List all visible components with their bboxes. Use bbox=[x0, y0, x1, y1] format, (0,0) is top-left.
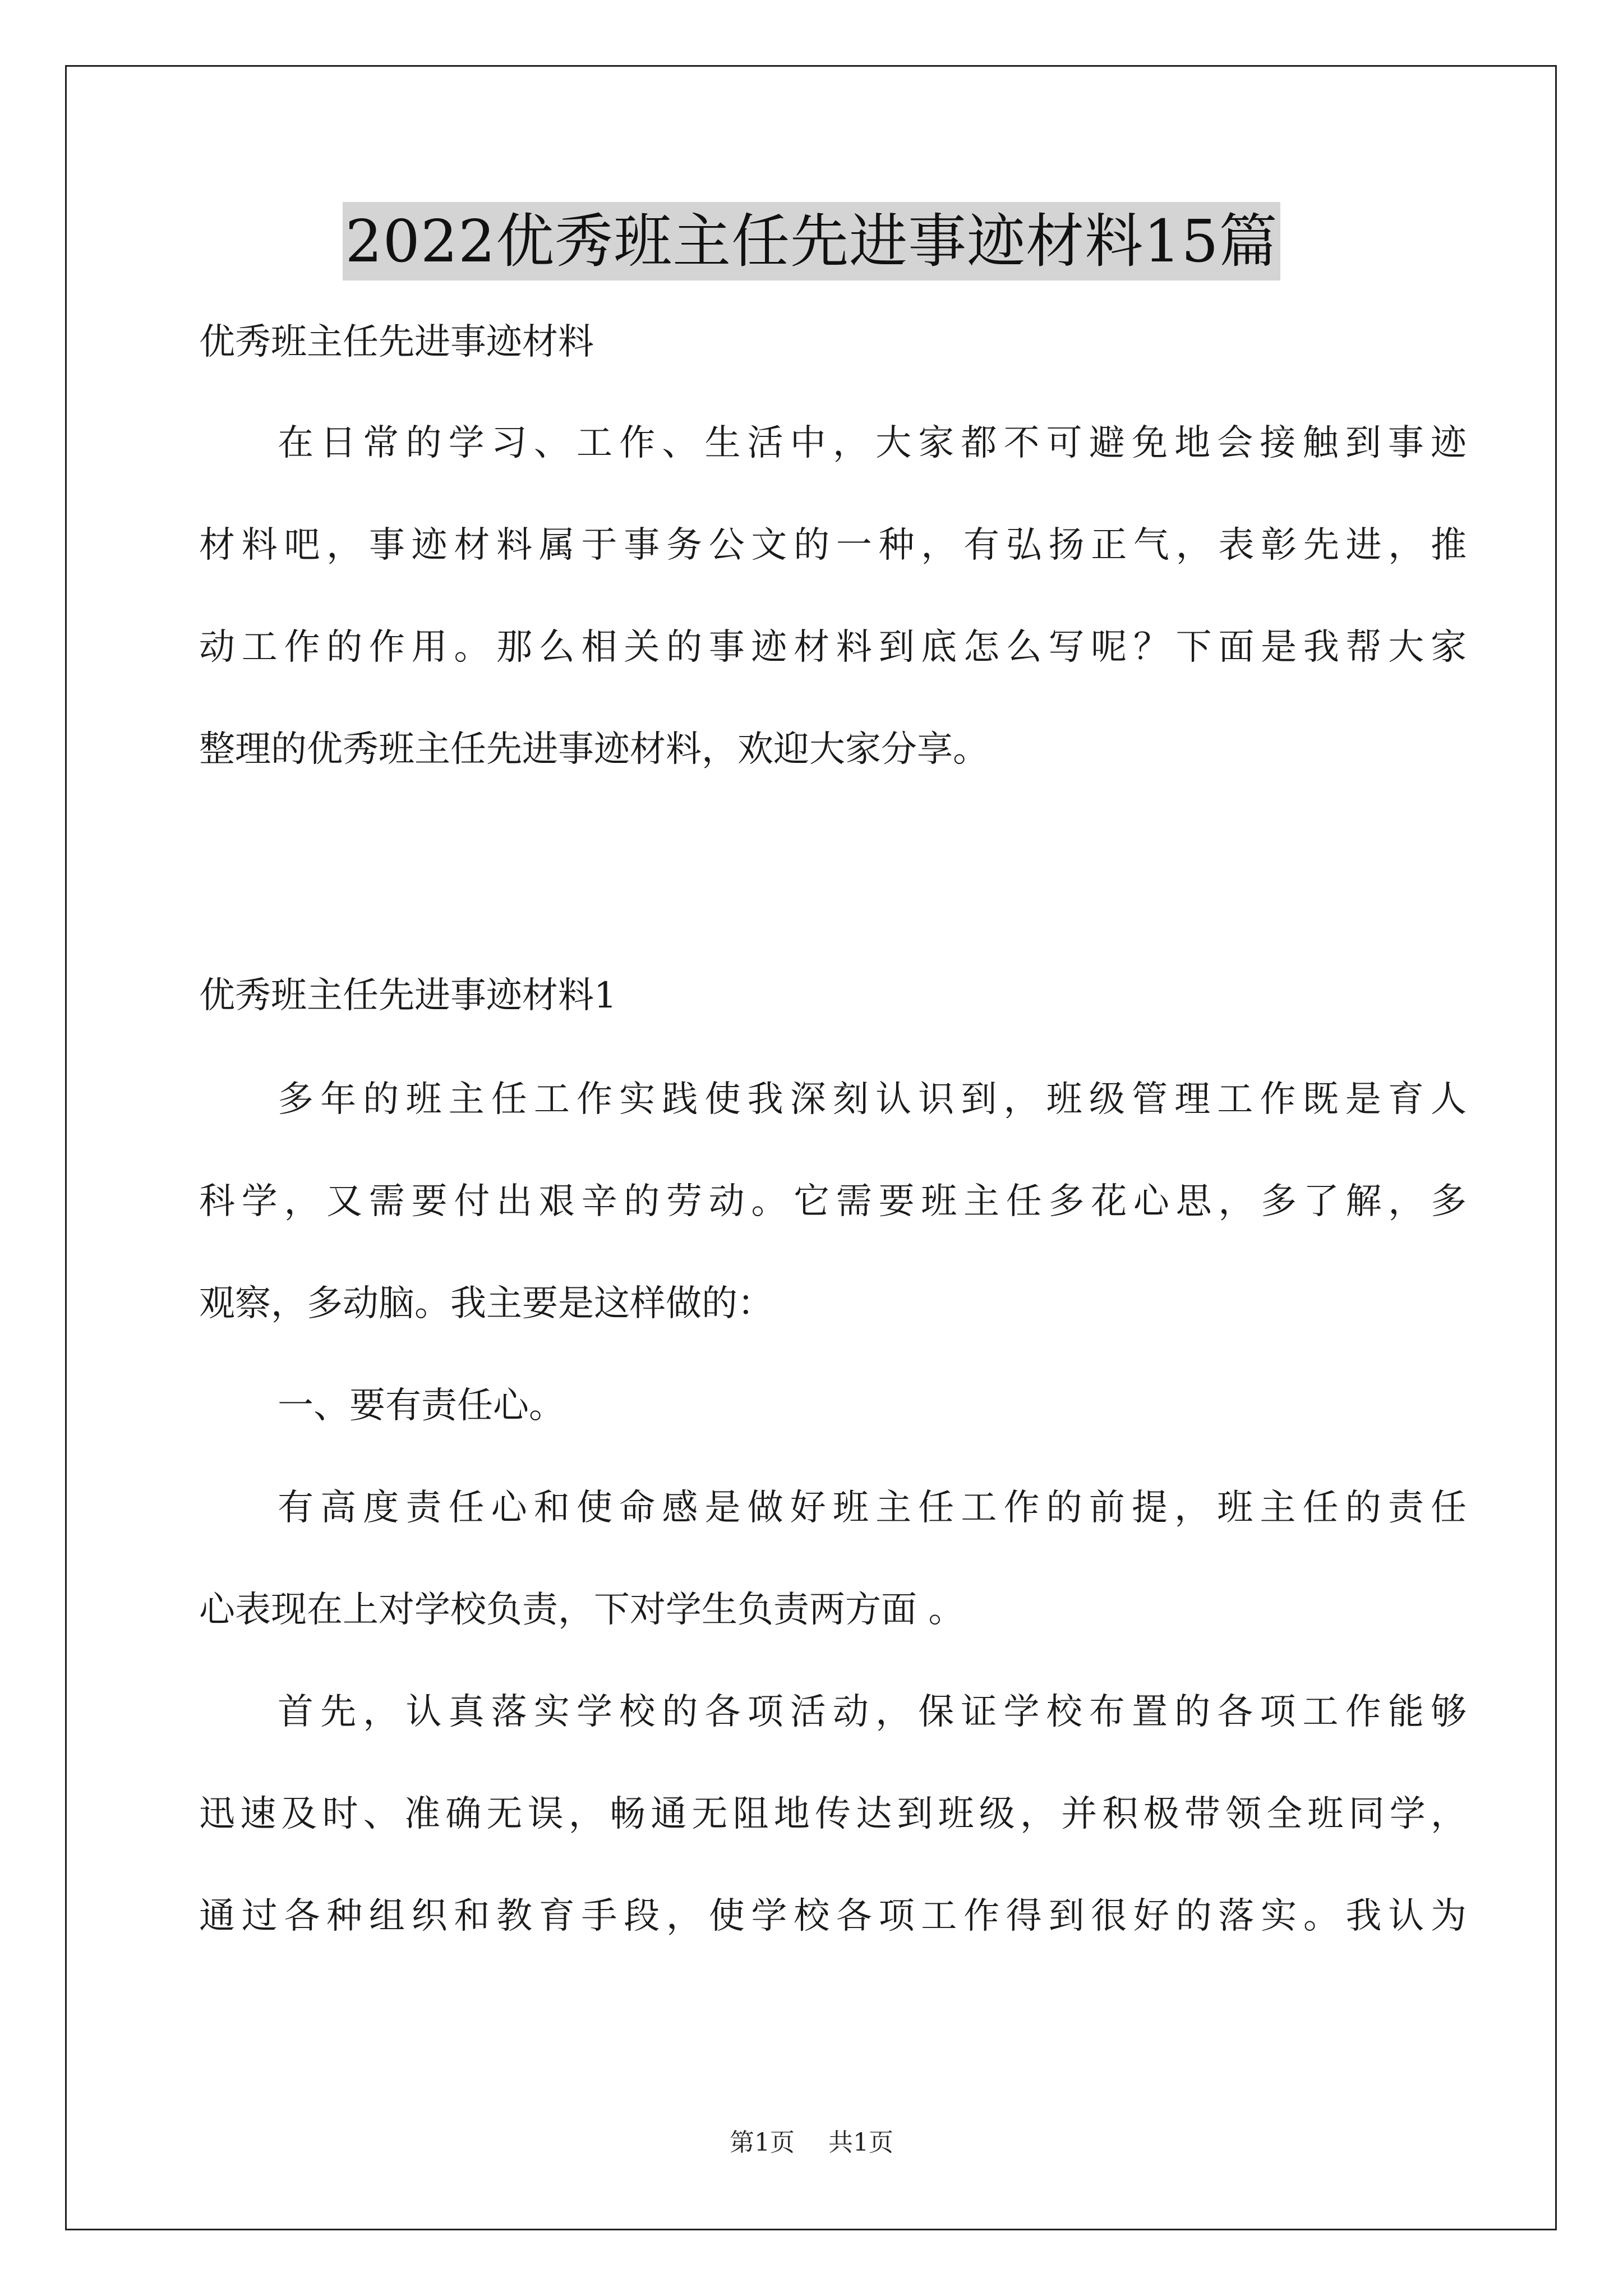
section1-p3-line-2: 迅速及时、准确无误，畅通无阻地传达到班级，并积极带领全班同学， bbox=[199, 1793, 1467, 1835]
document-title: 2022优秀班主任先进事迹材料15篇 bbox=[343, 202, 1280, 280]
page-number-current: 第1页 bbox=[730, 2128, 795, 2157]
section1-p1-line-2: 科学，又需要付出艰辛的劳动。它需要班主任多花心思，多了解，多 bbox=[199, 1181, 1467, 1222]
section1-p2-line-1: 有高度责任心和使命感是做好班主任工作的前提，班主任的责任 bbox=[278, 1487, 1467, 1529]
section1-p1-line-1: 多年的班主任工作实践使我深刻认识到，班级管理工作既是育人 bbox=[278, 1079, 1467, 1120]
intro-line-1: 在日常的学习、工作、生活中，大家都不可避免地会接触到事迹 bbox=[278, 422, 1467, 464]
section1-p3-line-3: 通过各种组织和教育手段，使学校各项工作得到很好的落实。我认为 bbox=[199, 1895, 1467, 1937]
intro-line-4: 整理的优秀班主任先进事迹材料，欢迎大家分享。 bbox=[199, 729, 989, 770]
intro-line-2: 材料吧，事迹材料属于事务公文的一种，有弘扬正气，表彰先进，推 bbox=[199, 524, 1467, 566]
page-number-total: 共1页 bbox=[828, 2128, 893, 2157]
section1-point-1: 一、要有责任心。 bbox=[278, 1385, 565, 1427]
page-footer bbox=[0, 2127, 1623, 2159]
title-container bbox=[0, 202, 1623, 280]
subtitle: 优秀班主任先进事迹材料 bbox=[199, 321, 594, 363]
section1-p3-line-1: 首先，认真落实学校的各项活动，保证学校布置的各项工作能够 bbox=[278, 1691, 1467, 1733]
section1-p2-line-2: 心表现在上对学校负责，下对学生负责两方面 。 bbox=[199, 1589, 965, 1631]
section1-heading: 优秀班主任先进事迹材料1 bbox=[199, 975, 617, 1016]
section1-p1-line-3: 观察，多动脑。我主要是这样做的： bbox=[199, 1283, 773, 1324]
intro-line-3: 动工作的作用。那么相关的事迹材料到底怎么写呢？下面是我帮大家 bbox=[199, 627, 1467, 668]
